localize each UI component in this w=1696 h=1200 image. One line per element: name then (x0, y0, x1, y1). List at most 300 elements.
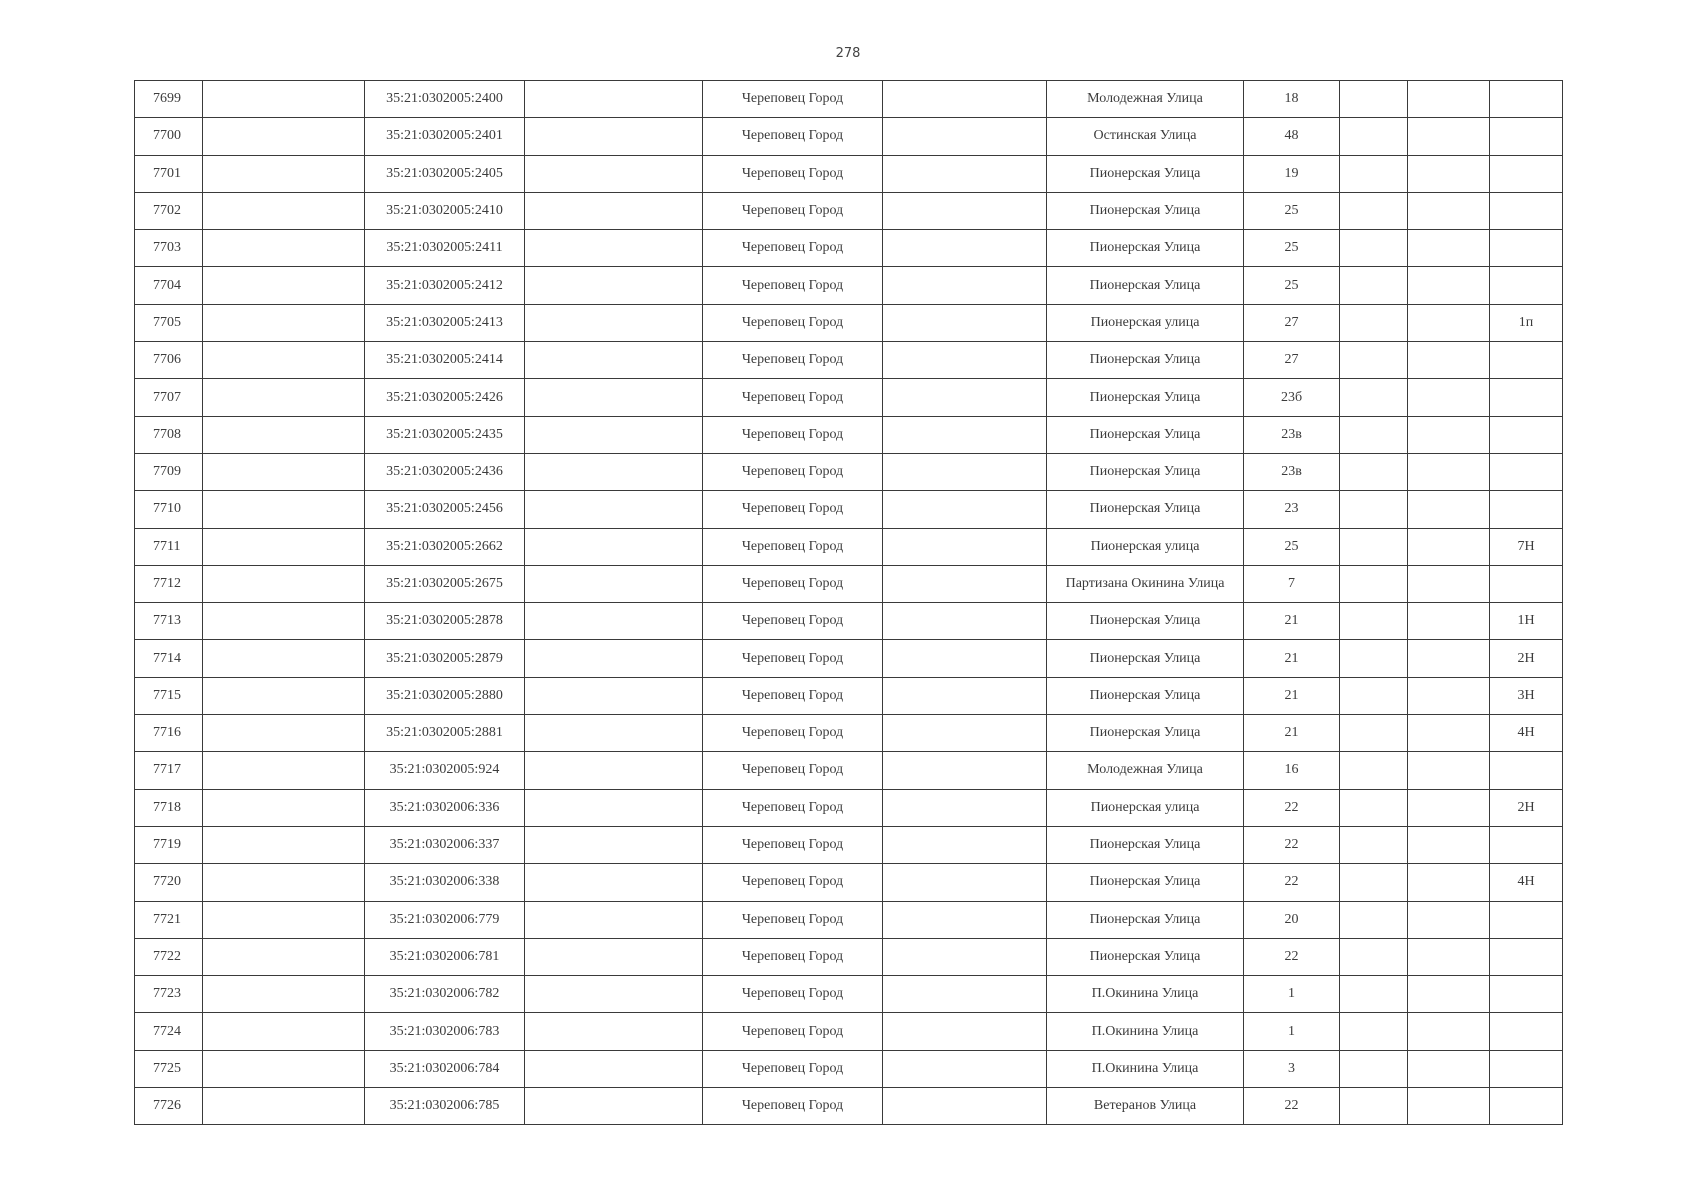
blank-column-2-cell (203, 1050, 365, 1087)
blank-column-4-cell (525, 230, 703, 267)
blank-column-9-cell (1340, 715, 1408, 752)
blank-column-6-cell (883, 118, 1047, 155)
row-number-cell: 7706 (135, 342, 203, 379)
cadastral-number-cell: 35:21:0302005:2878 (365, 603, 525, 640)
table-row (135, 677, 1563, 714)
street-cell: Пионерская Улица (1047, 864, 1244, 901)
blank-column-6-cell (883, 901, 1047, 938)
municipality-cell: Череповец Город (703, 565, 883, 602)
house-number-cell: 7 (1244, 565, 1340, 602)
blank-column-6-cell (883, 976, 1047, 1013)
blank-column-2-cell (203, 342, 365, 379)
blank-column-9-cell (1340, 864, 1408, 901)
row-number-cell: 7719 (135, 826, 203, 863)
blank-column-9-cell (1340, 603, 1408, 640)
blank-column-2-cell (203, 640, 365, 677)
cadastral-number-cell: 35:21:0302005:2880 (365, 677, 525, 714)
blank-column-10-cell (1408, 1050, 1490, 1087)
blank-column-2-cell (203, 416, 365, 453)
municipality-cell: Череповец Город (703, 715, 883, 752)
blank-column-9-cell (1340, 304, 1408, 341)
blank-column-10-cell (1408, 342, 1490, 379)
blank-column-4-cell (525, 118, 703, 155)
blank-column-2-cell (203, 1013, 365, 1050)
cadastral-number-cell: 35:21:0302005:2879 (365, 640, 525, 677)
municipality-cell: Череповец Город (703, 826, 883, 863)
cadastral-number-cell: 35:21:0302006:337 (365, 826, 525, 863)
blank-column-10-cell (1408, 118, 1490, 155)
premises-number-cell (1490, 752, 1563, 789)
blank-column-2-cell (203, 565, 365, 602)
blank-column-10-cell (1408, 603, 1490, 640)
blank-column-2-cell (203, 1088, 365, 1125)
blank-column-6-cell (883, 453, 1047, 490)
blank-column-10-cell (1408, 491, 1490, 528)
blank-column-9-cell (1340, 230, 1408, 267)
municipality-cell: Череповец Город (703, 1050, 883, 1087)
row-number-cell: 7710 (135, 491, 203, 528)
street-cell: Пионерская Улица (1047, 379, 1244, 416)
street-cell: Пионерская Улица (1047, 453, 1244, 490)
blank-column-2-cell (203, 230, 365, 267)
street-cell: Пионерская Улица (1047, 677, 1244, 714)
blank-column-6-cell (883, 1050, 1047, 1087)
table-row (135, 752, 1563, 789)
blank-column-4-cell (525, 491, 703, 528)
premises-number-cell: 1Н (1490, 603, 1563, 640)
blank-column-4-cell (525, 416, 703, 453)
street-cell: Пионерская Улица (1047, 938, 1244, 975)
blank-column-9-cell (1340, 267, 1408, 304)
blank-column-4-cell (525, 1050, 703, 1087)
municipality-cell: Череповец Город (703, 938, 883, 975)
blank-column-10-cell (1408, 677, 1490, 714)
cadastral-number-cell: 35:21:0302006:785 (365, 1088, 525, 1125)
table-row (135, 192, 1563, 229)
municipality-cell: Череповец Город (703, 640, 883, 677)
blank-column-10-cell (1408, 1013, 1490, 1050)
blank-column-9-cell (1340, 416, 1408, 453)
blank-column-6-cell (883, 491, 1047, 528)
blank-column-4-cell (525, 81, 703, 118)
row-number-cell: 7705 (135, 304, 203, 341)
blank-column-6-cell (883, 416, 1047, 453)
blank-column-6-cell (883, 155, 1047, 192)
blank-column-2-cell (203, 976, 365, 1013)
table-row (135, 938, 1563, 975)
premises-number-cell (1490, 901, 1563, 938)
house-number-cell: 23 (1244, 491, 1340, 528)
house-number-cell: 25 (1244, 230, 1340, 267)
row-number-cell: 7709 (135, 453, 203, 490)
blank-column-10-cell (1408, 192, 1490, 229)
premises-number-cell (1490, 342, 1563, 379)
municipality-cell: Череповец Город (703, 118, 883, 155)
premises-number-cell (1490, 938, 1563, 975)
blank-column-9-cell (1340, 826, 1408, 863)
blank-column-6-cell (883, 81, 1047, 118)
blank-column-4-cell (525, 565, 703, 602)
blank-column-4-cell (525, 826, 703, 863)
premises-number-cell (1490, 192, 1563, 229)
house-number-cell: 23в (1244, 416, 1340, 453)
blank-column-4-cell (525, 976, 703, 1013)
premises-number-cell (1490, 1050, 1563, 1087)
blank-column-4-cell (525, 342, 703, 379)
page-number: 278 (835, 46, 861, 61)
blank-column-6-cell (883, 826, 1047, 863)
house-number-cell: 22 (1244, 864, 1340, 901)
house-number-cell: 3 (1244, 1050, 1340, 1087)
municipality-cell: Череповец Город (703, 230, 883, 267)
municipality-cell: Череповец Город (703, 379, 883, 416)
house-number-cell: 23б (1244, 379, 1340, 416)
cadastral-number-cell: 35:21:0302005:2413 (365, 304, 525, 341)
premises-number-cell (1490, 826, 1563, 863)
municipality-cell: Череповец Город (703, 267, 883, 304)
house-number-cell: 21 (1244, 677, 1340, 714)
cadastral-number-cell: 35:21:0302005:2410 (365, 192, 525, 229)
house-number-cell: 25 (1244, 267, 1340, 304)
street-cell: Пионерская улица (1047, 528, 1244, 565)
street-cell: Пионерская Улица (1047, 155, 1244, 192)
registry-body (135, 81, 1563, 1125)
premises-number-cell: 1п (1490, 304, 1563, 341)
row-number-cell: 7720 (135, 864, 203, 901)
cadastral-number-cell: 35:21:0302006:784 (365, 1050, 525, 1087)
blank-column-9-cell (1340, 901, 1408, 938)
row-number-cell: 7725 (135, 1050, 203, 1087)
premises-number-cell (1490, 81, 1563, 118)
blank-column-4-cell (525, 453, 703, 490)
blank-column-2-cell (203, 528, 365, 565)
table-row (135, 342, 1563, 379)
blank-column-2-cell (203, 901, 365, 938)
premises-number-cell (1490, 230, 1563, 267)
blank-column-9-cell (1340, 677, 1408, 714)
blank-column-10-cell (1408, 752, 1490, 789)
row-number-cell: 7717 (135, 752, 203, 789)
row-number-cell: 7714 (135, 640, 203, 677)
row-number-cell: 7703 (135, 230, 203, 267)
municipality-cell: Череповец Город (703, 864, 883, 901)
municipality-cell: Череповец Город (703, 453, 883, 490)
cadastral-number-cell: 35:21:0302006:783 (365, 1013, 525, 1050)
cadastral-number-cell: 35:21:0302005:2412 (365, 267, 525, 304)
street-cell: Партизана Окинина Улица (1047, 565, 1244, 602)
blank-column-6-cell (883, 192, 1047, 229)
municipality-cell: Череповец Город (703, 81, 883, 118)
street-cell: Пионерская Улица (1047, 640, 1244, 677)
table-row (135, 976, 1563, 1013)
street-cell: Молодежная Улица (1047, 81, 1244, 118)
table-row (135, 901, 1563, 938)
premises-number-cell (1490, 118, 1563, 155)
house-number-cell: 22 (1244, 826, 1340, 863)
house-number-cell: 48 (1244, 118, 1340, 155)
blank-column-6-cell (883, 938, 1047, 975)
table-row (135, 826, 1563, 863)
blank-column-9-cell (1340, 379, 1408, 416)
cadastral-number-cell: 35:21:0302005:2411 (365, 230, 525, 267)
blank-column-9-cell (1340, 528, 1408, 565)
house-number-cell: 25 (1244, 528, 1340, 565)
cadastral-number-cell: 35:21:0302006:781 (365, 938, 525, 975)
table-row (135, 416, 1563, 453)
street-cell: Пионерская Улица (1047, 267, 1244, 304)
table-row (135, 453, 1563, 490)
blank-column-9-cell (1340, 938, 1408, 975)
premises-number-cell (1490, 379, 1563, 416)
premises-number-cell: 2Н (1490, 640, 1563, 677)
blank-column-2-cell (203, 118, 365, 155)
row-number-cell: 7699 (135, 81, 203, 118)
blank-column-6-cell (883, 379, 1047, 416)
street-cell: Пионерская улица (1047, 304, 1244, 341)
row-number-cell: 7702 (135, 192, 203, 229)
table-row (135, 230, 1563, 267)
blank-column-9-cell (1340, 976, 1408, 1013)
blank-column-4-cell (525, 752, 703, 789)
street-cell: Пионерская Улица (1047, 715, 1244, 752)
blank-column-10-cell (1408, 864, 1490, 901)
cadastral-number-cell: 35:21:0302005:2675 (365, 565, 525, 602)
blank-column-10-cell (1408, 81, 1490, 118)
table-row (135, 1013, 1563, 1050)
street-cell: Пионерская Улица (1047, 230, 1244, 267)
blank-column-10-cell (1408, 826, 1490, 863)
blank-column-4-cell (525, 267, 703, 304)
blank-column-6-cell (883, 1088, 1047, 1125)
blank-column-9-cell (1340, 342, 1408, 379)
blank-column-10-cell (1408, 901, 1490, 938)
house-number-cell: 27 (1244, 342, 1340, 379)
blank-column-6-cell (883, 304, 1047, 341)
blank-column-10-cell (1408, 789, 1490, 826)
street-cell: Пионерская Улица (1047, 192, 1244, 229)
blank-column-10-cell (1408, 416, 1490, 453)
row-number-cell: 7722 (135, 938, 203, 975)
blank-column-2-cell (203, 453, 365, 490)
premises-number-cell (1490, 416, 1563, 453)
blank-column-6-cell (883, 752, 1047, 789)
municipality-cell: Череповец Город (703, 789, 883, 826)
blank-column-10-cell (1408, 267, 1490, 304)
table-row (135, 1088, 1563, 1125)
cadastral-number-cell: 35:21:0302005:2400 (365, 81, 525, 118)
row-number-cell: 7700 (135, 118, 203, 155)
house-number-cell: 1 (1244, 976, 1340, 1013)
blank-column-6-cell (883, 267, 1047, 304)
cadastral-number-cell: 35:21:0302005:2405 (365, 155, 525, 192)
street-cell: Ветеранов Улица (1047, 1088, 1244, 1125)
blank-column-10-cell (1408, 640, 1490, 677)
municipality-cell: Череповец Город (703, 603, 883, 640)
premises-number-cell (1490, 976, 1563, 1013)
blank-column-6-cell (883, 640, 1047, 677)
premises-number-cell: 3Н (1490, 677, 1563, 714)
municipality-cell: Череповец Город (703, 901, 883, 938)
table-row (135, 864, 1563, 901)
blank-column-10-cell (1408, 715, 1490, 752)
blank-column-6-cell (883, 603, 1047, 640)
blank-column-4-cell (525, 528, 703, 565)
street-cell: Пионерская Улица (1047, 491, 1244, 528)
house-number-cell: 22 (1244, 789, 1340, 826)
blank-column-2-cell (203, 379, 365, 416)
house-number-cell: 20 (1244, 901, 1340, 938)
street-cell: П.Окинина Улица (1047, 1013, 1244, 1050)
blank-column-4-cell (525, 677, 703, 714)
blank-column-6-cell (883, 789, 1047, 826)
table-row (135, 640, 1563, 677)
street-cell: Пионерская Улица (1047, 901, 1244, 938)
cadastral-number-cell: 35:21:0302005:2456 (365, 491, 525, 528)
row-number-cell: 7726 (135, 1088, 203, 1125)
table-row (135, 379, 1563, 416)
blank-column-9-cell (1340, 1050, 1408, 1087)
table-row (135, 304, 1563, 341)
blank-column-4-cell (525, 155, 703, 192)
blank-column-9-cell (1340, 491, 1408, 528)
blank-column-2-cell (203, 938, 365, 975)
blank-column-9-cell (1340, 1013, 1408, 1050)
street-cell: П.Окинина Улица (1047, 976, 1244, 1013)
table-row (135, 81, 1563, 118)
blank-column-2-cell (203, 304, 365, 341)
municipality-cell: Череповец Город (703, 491, 883, 528)
municipality-cell: Череповец Город (703, 155, 883, 192)
blank-column-10-cell (1408, 565, 1490, 602)
blank-column-4-cell (525, 1013, 703, 1050)
cadastral-number-cell: 35:21:0302006:338 (365, 864, 525, 901)
cadastral-number-cell: 35:21:0302006:782 (365, 976, 525, 1013)
blank-column-6-cell (883, 864, 1047, 901)
municipality-cell: Череповец Город (703, 192, 883, 229)
table-row (135, 528, 1563, 565)
registry-table (134, 80, 1563, 1125)
table-row (135, 1050, 1563, 1087)
house-number-cell: 16 (1244, 752, 1340, 789)
blank-column-6-cell (883, 677, 1047, 714)
street-cell: Пионерская Улица (1047, 826, 1244, 863)
street-cell: Пионерская Улица (1047, 416, 1244, 453)
street-cell: Остинская Улица (1047, 118, 1244, 155)
municipality-cell: Череповец Город (703, 1088, 883, 1125)
blank-column-4-cell (525, 864, 703, 901)
blank-column-4-cell (525, 603, 703, 640)
cadastral-number-cell: 35:21:0302006:779 (365, 901, 525, 938)
row-number-cell: 7724 (135, 1013, 203, 1050)
blank-column-2-cell (203, 155, 365, 192)
blank-column-6-cell (883, 342, 1047, 379)
table-row (135, 603, 1563, 640)
blank-column-9-cell (1340, 1088, 1408, 1125)
street-cell: Пионерская Улица (1047, 603, 1244, 640)
cadastral-number-cell: 35:21:0302006:336 (365, 789, 525, 826)
premises-number-cell (1490, 1013, 1563, 1050)
blank-column-4-cell (525, 938, 703, 975)
cadastral-number-cell: 35:21:0302005:2881 (365, 715, 525, 752)
municipality-cell: Череповец Город (703, 976, 883, 1013)
blank-column-2-cell (203, 677, 365, 714)
municipality-cell: Череповец Город (703, 528, 883, 565)
cadastral-number-cell: 35:21:0302005:2414 (365, 342, 525, 379)
table-row (135, 155, 1563, 192)
municipality-cell: Череповец Город (703, 416, 883, 453)
table-row (135, 565, 1563, 602)
table-row (135, 789, 1563, 826)
blank-column-2-cell (203, 826, 365, 863)
blank-column-9-cell (1340, 118, 1408, 155)
blank-column-10-cell (1408, 938, 1490, 975)
premises-number-cell: 4Н (1490, 715, 1563, 752)
cadastral-number-cell: 35:21:0302005:2436 (365, 453, 525, 490)
blank-column-9-cell (1340, 155, 1408, 192)
municipality-cell: Череповец Город (703, 304, 883, 341)
house-number-cell: 25 (1244, 192, 1340, 229)
premises-number-cell: 4Н (1490, 864, 1563, 901)
municipality-cell: Череповец Город (703, 342, 883, 379)
blank-column-4-cell (525, 1088, 703, 1125)
row-number-cell: 7713 (135, 603, 203, 640)
premises-number-cell: 2Н (1490, 789, 1563, 826)
blank-column-4-cell (525, 789, 703, 826)
cadastral-number-cell: 35:21:0302005:2662 (365, 528, 525, 565)
premises-number-cell (1490, 453, 1563, 490)
blank-column-9-cell (1340, 81, 1408, 118)
row-number-cell: 7715 (135, 677, 203, 714)
house-number-cell: 27 (1244, 304, 1340, 341)
blank-column-6-cell (883, 565, 1047, 602)
house-number-cell: 23в (1244, 453, 1340, 490)
blank-column-4-cell (525, 379, 703, 416)
house-number-cell: 22 (1244, 938, 1340, 975)
blank-column-4-cell (525, 304, 703, 341)
house-number-cell: 21 (1244, 603, 1340, 640)
premises-number-cell (1490, 1088, 1563, 1125)
blank-column-2-cell (203, 603, 365, 640)
blank-column-2-cell (203, 715, 365, 752)
blank-column-10-cell (1408, 976, 1490, 1013)
row-number-cell: 7716 (135, 715, 203, 752)
blank-column-6-cell (883, 1013, 1047, 1050)
table-row (135, 267, 1563, 304)
cadastral-number-cell: 35:21:0302005:2401 (365, 118, 525, 155)
blank-column-2-cell (203, 267, 365, 304)
blank-column-9-cell (1340, 192, 1408, 229)
row-number-cell: 7718 (135, 789, 203, 826)
blank-column-6-cell (883, 715, 1047, 752)
blank-column-10-cell (1408, 453, 1490, 490)
premises-number-cell (1490, 155, 1563, 192)
row-number-cell: 7708 (135, 416, 203, 453)
row-number-cell: 7712 (135, 565, 203, 602)
blank-column-9-cell (1340, 453, 1408, 490)
street-cell: Пионерская Улица (1047, 342, 1244, 379)
blank-column-9-cell (1340, 565, 1408, 602)
house-number-cell: 22 (1244, 1088, 1340, 1125)
row-number-cell: 7721 (135, 901, 203, 938)
street-cell: Молодежная Улица (1047, 752, 1244, 789)
table-row (135, 715, 1563, 752)
premises-number-cell (1490, 565, 1563, 602)
blank-column-10-cell (1408, 1088, 1490, 1125)
blank-column-10-cell (1408, 528, 1490, 565)
table-row (135, 491, 1563, 528)
row-number-cell: 7711 (135, 528, 203, 565)
row-number-cell: 7723 (135, 976, 203, 1013)
